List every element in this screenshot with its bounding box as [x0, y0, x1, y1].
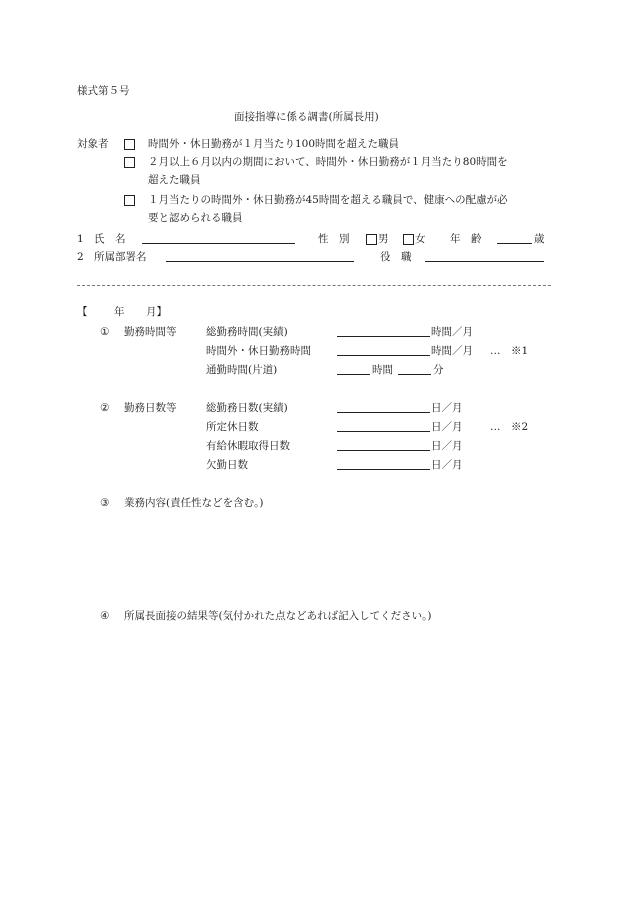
duties-input-area[interactable] — [124, 516, 544, 596]
commute-label: 通勤時間(片道) — [206, 364, 278, 376]
position-label: 役 職 — [380, 251, 412, 263]
section-1-number: ① — [100, 326, 110, 338]
age-field[interactable] — [497, 231, 532, 244]
commute-hours-field[interactable] — [337, 362, 370, 375]
overtime-hours-unit: 時間／月 — [431, 345, 473, 357]
section-4-number: ④ — [100, 610, 110, 622]
overtime-hours-note: … ※1 — [490, 345, 529, 357]
holidays-unit: 日／月 — [431, 421, 463, 433]
checkbox-option-1[interactable] — [124, 139, 135, 150]
total-hours-label: 総勤務時間(実績) — [206, 326, 288, 338]
sex-label: 性 別 — [318, 233, 350, 245]
interview-input-area[interactable] — [124, 630, 544, 830]
target-option-3-text-cont: 要と認められる職員 — [148, 212, 243, 224]
overtime-hours-field[interactable] — [337, 343, 430, 356]
age-unit: 歳 — [534, 233, 545, 245]
name-label: 氏 名 — [94, 233, 126, 245]
dashed-divider — [77, 285, 551, 286]
item-number-1: 1 — [77, 233, 84, 245]
checkbox-option-3[interactable] — [124, 195, 135, 206]
section-2-number: ② — [100, 402, 110, 414]
total-days-field[interactable] — [337, 400, 430, 413]
target-option-2-text-cont: 超えた職員 — [148, 174, 201, 186]
checkbox-option-2[interactable] — [124, 157, 135, 168]
section-4-label: 所属長面接の結果等(気付かれた点などあれば記入してください。) — [124, 610, 432, 622]
absence-unit: 日／月 — [431, 459, 463, 471]
holidays-note: … ※2 — [490, 421, 529, 433]
period-year: 年 — [114, 306, 125, 318]
department-field[interactable] — [166, 249, 354, 262]
section-1-label: 勤務時間等 — [124, 326, 177, 338]
paid-leave-field[interactable] — [337, 438, 430, 451]
total-hours-unit: 時間／月 — [431, 326, 473, 338]
target-label: 対象者 — [77, 138, 109, 150]
checkbox-male[interactable] — [366, 234, 377, 245]
position-field[interactable] — [425, 249, 544, 262]
section-3-number: ③ — [100, 497, 110, 509]
absence-label: 欠勤日数 — [206, 459, 248, 471]
department-label: 所属部署名 — [94, 251, 147, 263]
commute-minutes-field[interactable] — [398, 362, 431, 375]
total-hours-field[interactable] — [337, 324, 430, 337]
holidays-field[interactable] — [337, 419, 430, 432]
item-number-2: 2 — [77, 251, 84, 263]
total-days-label: 総勤務日数(実績) — [206, 402, 288, 414]
commute-hours-unit: 時間 — [372, 364, 393, 376]
overtime-hours-label: 時間外・休日勤務時間 — [206, 345, 311, 357]
paid-leave-unit: 日／月 — [431, 440, 463, 452]
period-month: 月】 — [146, 306, 167, 318]
section-3-label: 業務内容(責任性などを含む。) — [124, 497, 264, 509]
form-number: 様式第５号 — [77, 85, 130, 97]
target-option-2-text: ２月以上６月以内の期間において、時間外・休日勤務が１月当たり80時間を — [148, 156, 508, 168]
total-days-unit: 日／月 — [431, 402, 463, 414]
section-2-label: 勤務日数等 — [124, 402, 177, 414]
period-open-bracket: 【 — [77, 306, 88, 318]
male-label: 男 — [378, 233, 389, 245]
commute-minutes-unit: 分 — [433, 364, 444, 376]
absence-field[interactable] — [337, 457, 430, 470]
age-label: 年 齢 — [450, 233, 482, 245]
name-field[interactable] — [142, 231, 295, 244]
target-option-3-text: １月当たりの時間外・休日勤務が45時間を超える職員で、健康への配慮が必 — [148, 194, 508, 206]
paid-leave-label: 有給休暇取得日数 — [206, 440, 290, 452]
target-option-1-text: 時間外・休日勤務が１月当たり100時間を超えた職員 — [148, 138, 400, 150]
page-title: 面接指導に係る調書(所属長用) — [234, 111, 379, 123]
checkbox-female[interactable] — [403, 234, 414, 245]
female-label: 女 — [415, 233, 426, 245]
holidays-label: 所定休日数 — [206, 421, 259, 433]
